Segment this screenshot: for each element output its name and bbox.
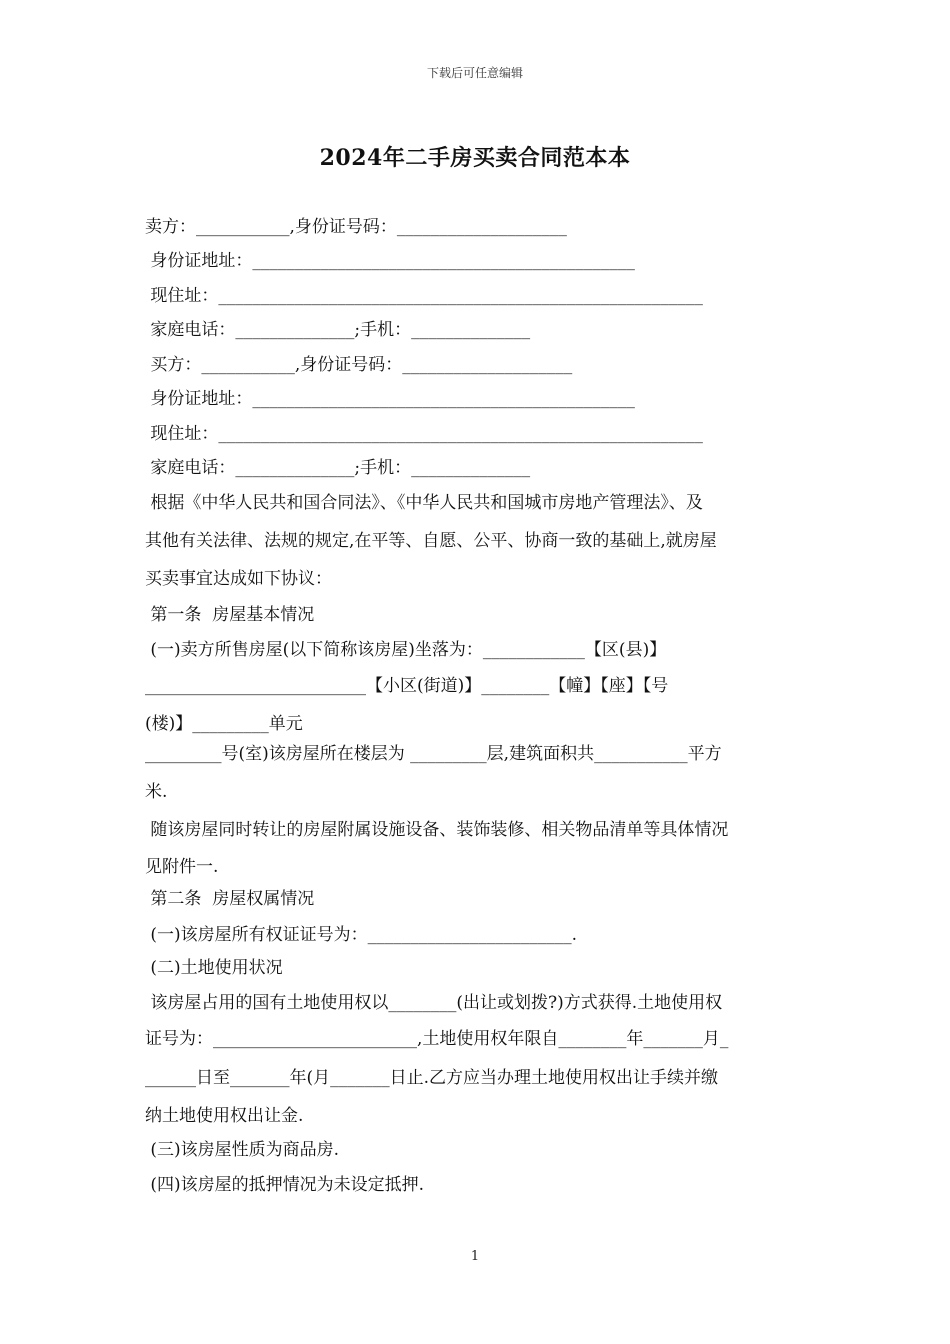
contract-line: (三)该房屋性质为商品房. [145, 1140, 340, 1160]
contract-line: 其他有关法律、法规的规定,在平等、自愿、公平、协商一致的基础上,就房屋 [145, 531, 717, 551]
contract-line: 纳土地使用权出让金. [145, 1106, 304, 1126]
contract-line: 证号为：________________________,土地使用权年限自________年_______月_ [145, 1029, 729, 1049]
contract-line: 买方：___________,身份证号码：____________________ [145, 355, 573, 375]
contract-line: 现住址：_________________________________________________________ [145, 286, 703, 306]
contract-line: 随该房屋同时转让的房屋附属设施设备、装饰装修、相关物品清单等具体情况 [145, 820, 729, 840]
contract-line: (一)该房屋所有权证证号为：________________________. [145, 925, 578, 945]
contract-line: 根据《中华人民共和国合同法》、《中华人民共和国城市房地产管理法》、及 [145, 493, 703, 513]
contract-line: 卖方：___________,身份证号码：____________________ [145, 217, 567, 237]
document-title: 2024年二手房买卖合同范本本 [319, 145, 631, 171]
contract-line: 买卖事宜达成如下协议： [145, 569, 332, 589]
contract-line: (二)土地使用状况 [145, 958, 283, 978]
header-note: 下载后可任意编辑 [426, 66, 523, 80]
contract-line: 身份证地址：_____________________________________________ [145, 251, 635, 271]
contract-line: 家庭电话：______________;手机：______________ [145, 320, 531, 340]
contract-line: 米. [145, 782, 168, 802]
contract-line: 身份证地址：_____________________________________________ [145, 389, 635, 409]
contract-line: 第二条 房屋权属情况 [145, 889, 315, 909]
contract-line: (四)该房屋的抵押情况为未设定抵押. [145, 1175, 425, 1195]
contract-line: (楼)】_________单元 [145, 714, 303, 734]
contract-line: 家庭电话：______________;手机：______________ [145, 458, 531, 478]
contract-line: (一)卖方所售房屋(以下简称该房屋)坐落为：____________【区(县)】 [145, 640, 667, 660]
contract-line: 该房屋占用的国有土地使用权以________(出让或划拨?)方式获得.土地使用权 [145, 993, 723, 1013]
page-number: 1 [470, 1249, 480, 1264]
contract-line: __________________________【小区(街道)】________【幢】【座】【号 [145, 676, 669, 696]
contract-line: _________号(室)该房屋所在楼层为 _________层,建筑面积共___________平方 [145, 744, 722, 764]
contract-line: 见附件一. [145, 857, 219, 877]
contract-line: 现住址：_________________________________________________________ [145, 424, 703, 444]
contract-line: ______日至_______年(月_______日止.乙方应当办理土地使用权出让手续并缴 [145, 1068, 719, 1088]
contract-line: 第一条 房屋基本情况 [145, 605, 315, 625]
